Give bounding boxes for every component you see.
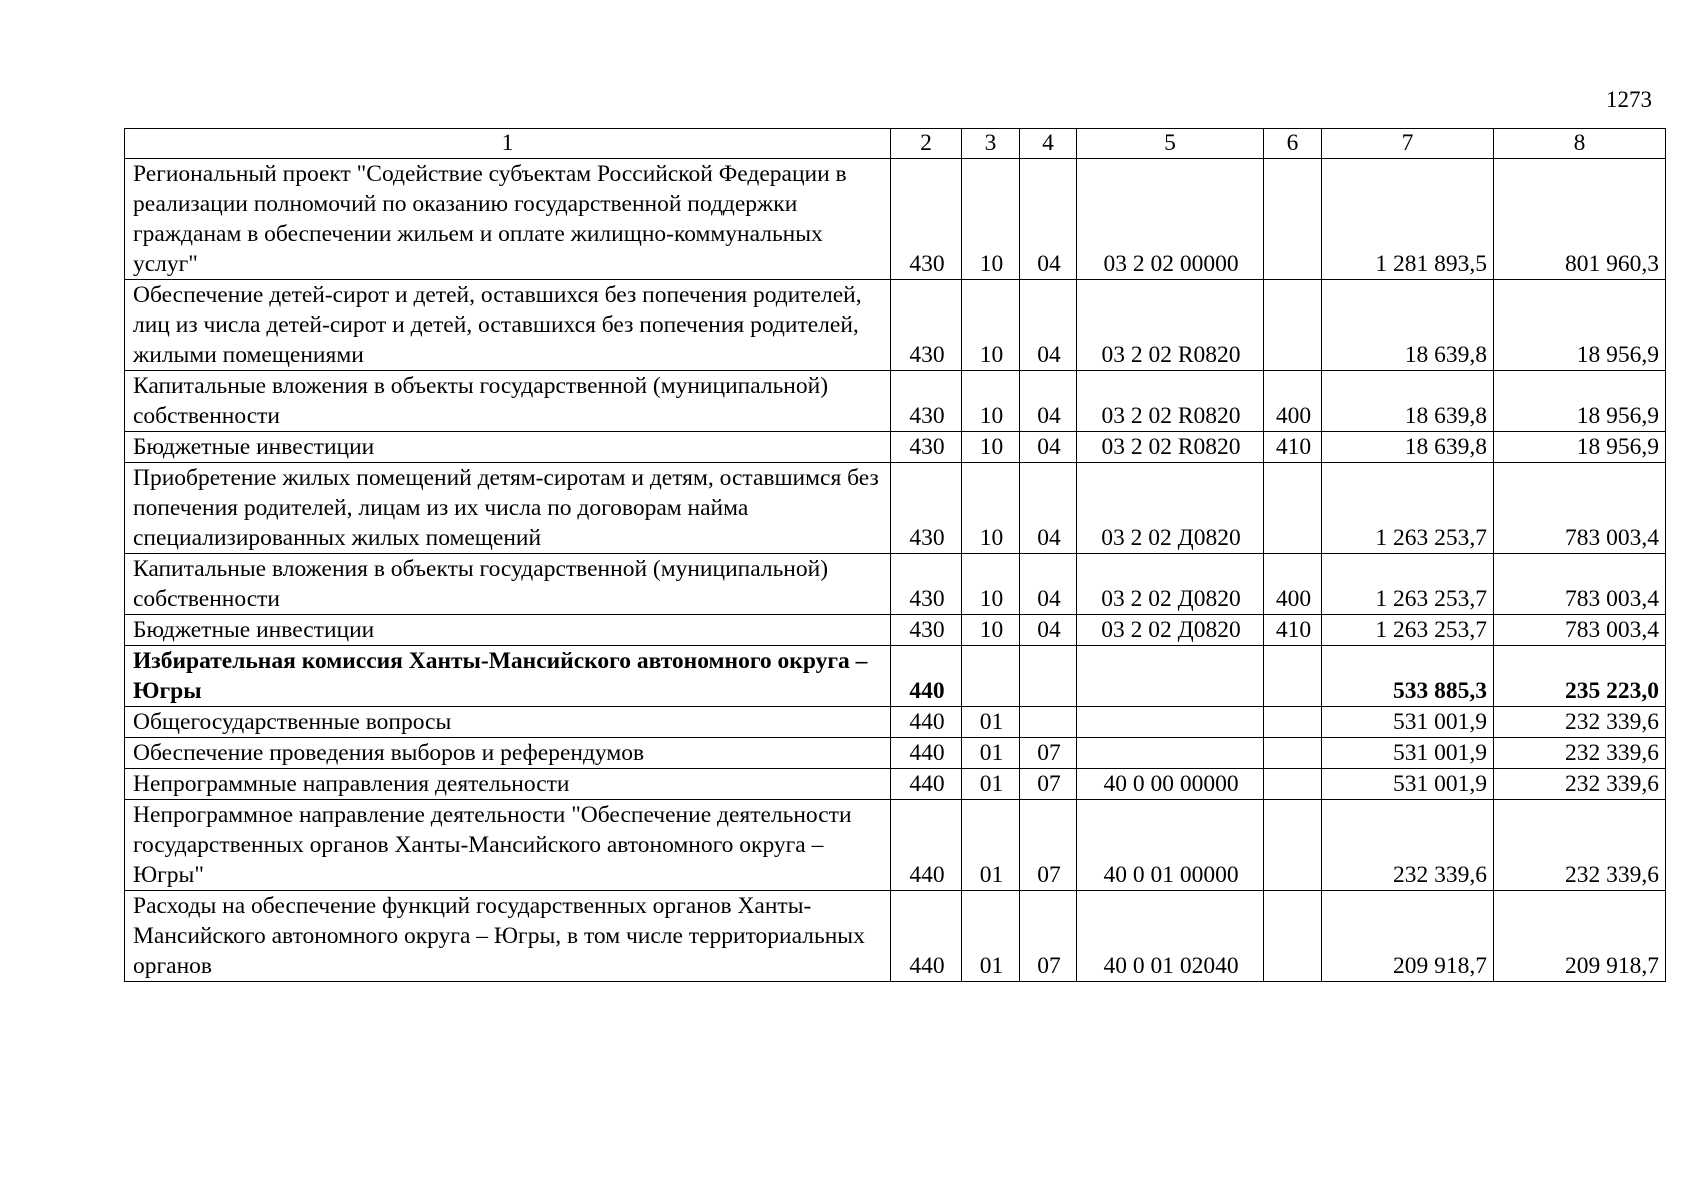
- row-name-cell: Непрограммное направление деятельности "Обеспечение деятельности государственных органов Ханты-Мансийского автономного округа – Югры": [125, 800, 891, 891]
- row-amount-2-cell: 209 918,7: [1494, 891, 1666, 982]
- table-row: [125, 738, 1666, 769]
- row-amount-2-cell: 235 223,0: [1494, 646, 1666, 707]
- table-row: [125, 463, 1666, 554]
- table-row: [125, 371, 1666, 432]
- row-type-cell: 400: [1264, 371, 1322, 432]
- row-amount-2-cell: 18 956,9: [1494, 432, 1666, 463]
- row-name-cell: Обеспечение проведения выборов и референдумов: [125, 738, 891, 769]
- row-amount-2-cell: 232 339,6: [1494, 707, 1666, 738]
- row-amount-2-cell: 783 003,4: [1494, 615, 1666, 646]
- row-type-cell: 410: [1264, 432, 1322, 463]
- row-amount-2-cell: 232 339,6: [1494, 769, 1666, 800]
- header-cell: 5: [1077, 129, 1264, 159]
- row-code-cell: 440: [891, 800, 962, 891]
- row-target-cell: 40 0 01 02040: [1077, 891, 1264, 982]
- row-section-cell: 10: [962, 432, 1020, 463]
- row-type-cell: [1264, 769, 1322, 800]
- row-amount-1-cell: 18 639,8: [1322, 371, 1494, 432]
- header-cell: 1: [125, 129, 891, 159]
- row-target-cell: [1077, 707, 1264, 738]
- row-code-cell: 430: [891, 371, 962, 432]
- table-row: [125, 280, 1666, 371]
- header-cell: 3: [962, 129, 1020, 159]
- row-subsection-cell: [1020, 646, 1077, 707]
- row-section-cell: 10: [962, 615, 1020, 646]
- row-section-cell: 10: [962, 463, 1020, 554]
- header-cell: 7: [1322, 129, 1494, 159]
- row-section-cell: 10: [962, 554, 1020, 615]
- row-subsection-cell: 07: [1020, 769, 1077, 800]
- row-section-cell: 01: [962, 738, 1020, 769]
- row-amount-1-cell: 531 001,9: [1322, 738, 1494, 769]
- row-target-cell: 03 2 02 Д0820: [1077, 554, 1264, 615]
- table-row: [125, 707, 1666, 738]
- row-name-cell: Региональный проект "Содействие субъектам Российской Федерации в реализации полномочий по оказанию государственной поддержки гражданам в обеспечении жильем и оплате жилищно-коммунальных услуг": [125, 159, 891, 280]
- row-name-cell: Бюджетные инвестиции: [125, 615, 891, 646]
- row-amount-1-cell: 18 639,8: [1322, 432, 1494, 463]
- row-name-cell: Капитальные вложения в объекты государственной (муниципальной) собственности: [125, 554, 891, 615]
- row-section-cell: 10: [962, 280, 1020, 371]
- row-target-cell: 03 2 02 00000: [1077, 159, 1264, 280]
- table-row: [125, 891, 1666, 982]
- row-name-cell: Обеспечение детей-сирот и детей, оставшихся без попечения родителей, лиц из числа детей-сирот и детей, оставшихся без попечения родителей, жилыми помещениями: [125, 280, 891, 371]
- row-code-cell: 430: [891, 554, 962, 615]
- table-row: [125, 159, 1666, 280]
- row-code-cell: 440: [891, 738, 962, 769]
- row-subsection-cell: 04: [1020, 371, 1077, 432]
- row-section-cell: 01: [962, 769, 1020, 800]
- row-section-cell: [962, 646, 1020, 707]
- row-target-cell: [1077, 738, 1264, 769]
- row-code-cell: 440: [891, 891, 962, 982]
- header-cell: 2: [891, 129, 962, 159]
- row-subsection-cell: 04: [1020, 432, 1077, 463]
- row-name-cell: Капитальные вложения в объекты государственной (муниципальной) собственности: [125, 371, 891, 432]
- row-target-cell: 03 2 02 Д0820: [1077, 615, 1264, 646]
- row-type-cell: [1264, 280, 1322, 371]
- row-amount-1-cell: 1 281 893,5: [1322, 159, 1494, 280]
- table-header-row: [125, 129, 1666, 159]
- row-amount-1-cell: 531 001,9: [1322, 769, 1494, 800]
- row-amount-2-cell: 801 960,3: [1494, 159, 1666, 280]
- row-type-cell: [1264, 707, 1322, 738]
- row-amount-2-cell: 232 339,6: [1494, 800, 1666, 891]
- row-section-cell: 10: [962, 159, 1020, 280]
- row-type-cell: 410: [1264, 615, 1322, 646]
- row-amount-1-cell: 232 339,6: [1322, 800, 1494, 891]
- row-subsection-cell: 04: [1020, 280, 1077, 371]
- table-row: [125, 432, 1666, 463]
- row-type-cell: [1264, 891, 1322, 982]
- row-amount-1-cell: 531 001,9: [1322, 707, 1494, 738]
- row-amount-2-cell: 783 003,4: [1494, 554, 1666, 615]
- table-row: [125, 615, 1666, 646]
- budget-table: [124, 128, 1666, 982]
- row-type-cell: [1264, 800, 1322, 891]
- row-amount-2-cell: 18 956,9: [1494, 280, 1666, 371]
- row-code-cell: 440: [891, 707, 962, 738]
- row-section-cell: 01: [962, 891, 1020, 982]
- row-type-cell: [1264, 463, 1322, 554]
- row-code-cell: 430: [891, 615, 962, 646]
- row-code-cell: 440: [891, 769, 962, 800]
- header-cell: 4: [1020, 129, 1077, 159]
- row-subsection-cell: 04: [1020, 463, 1077, 554]
- row-amount-1-cell: 1 263 253,7: [1322, 554, 1494, 615]
- table-row: [125, 646, 1666, 707]
- row-target-cell: 40 0 00 00000: [1077, 769, 1264, 800]
- row-name-cell: Непрограммные направления деятельности: [125, 769, 891, 800]
- row-code-cell: 430: [891, 463, 962, 554]
- row-subsection-cell: 04: [1020, 554, 1077, 615]
- row-name-cell: Приобретение жилых помещений детям-сиротам и детям, оставшимся без попечения родителей, лицам из их числа по договорам найма специализированных жилых помещений: [125, 463, 891, 554]
- row-code-cell: 430: [891, 159, 962, 280]
- row-code-cell: 430: [891, 280, 962, 371]
- row-type-cell: [1264, 738, 1322, 769]
- row-amount-1-cell: 533 885,3: [1322, 646, 1494, 707]
- row-target-cell: [1077, 646, 1264, 707]
- table-row: [125, 554, 1666, 615]
- row-section-cell: 01: [962, 800, 1020, 891]
- row-name-cell: Общегосударственные вопросы: [125, 707, 891, 738]
- table-row: [125, 800, 1666, 891]
- row-type-cell: 400: [1264, 554, 1322, 615]
- row-subsection-cell: 04: [1020, 615, 1077, 646]
- row-subsection-cell: 07: [1020, 800, 1077, 891]
- row-code-cell: 440: [891, 646, 962, 707]
- row-target-cell: 40 0 01 00000: [1077, 800, 1264, 891]
- page-number: 1273: [1606, 87, 1652, 112]
- row-name-cell: Избирательная комиссия Ханты-Мансийского автономного округа – Югры: [125, 646, 891, 707]
- row-section-cell: 01: [962, 707, 1020, 738]
- row-subsection-cell: 07: [1020, 891, 1077, 982]
- row-amount-2-cell: 232 339,6: [1494, 738, 1666, 769]
- row-amount-2-cell: 18 956,9: [1494, 371, 1666, 432]
- row-target-cell: 03 2 02 R0820: [1077, 280, 1264, 371]
- row-amount-1-cell: 209 918,7: [1322, 891, 1494, 982]
- row-amount-1-cell: 1 263 253,7: [1322, 463, 1494, 554]
- row-subsection-cell: 04: [1020, 159, 1077, 280]
- row-target-cell: 03 2 02 Д0820: [1077, 463, 1264, 554]
- row-amount-1-cell: 1 263 253,7: [1322, 615, 1494, 646]
- row-name-cell: Расходы на обеспечение функций государственных органов Ханты-Мансийского автономного округа – Югры, в том числе территориальных органов: [125, 891, 891, 982]
- header-cell: 8: [1494, 129, 1666, 159]
- row-amount-1-cell: 18 639,8: [1322, 280, 1494, 371]
- row-amount-2-cell: 783 003,4: [1494, 463, 1666, 554]
- row-subsection-cell: [1020, 707, 1077, 738]
- row-subsection-cell: 07: [1020, 738, 1077, 769]
- row-type-cell: [1264, 646, 1322, 707]
- row-type-cell: [1264, 159, 1322, 280]
- row-name-cell: Бюджетные инвестиции: [125, 432, 891, 463]
- row-target-cell: 03 2 02 R0820: [1077, 371, 1264, 432]
- row-section-cell: 10: [962, 371, 1020, 432]
- header-cell: 6: [1264, 129, 1322, 159]
- row-target-cell: 03 2 02 R0820: [1077, 432, 1264, 463]
- table-row: [125, 769, 1666, 800]
- row-code-cell: 430: [891, 432, 962, 463]
